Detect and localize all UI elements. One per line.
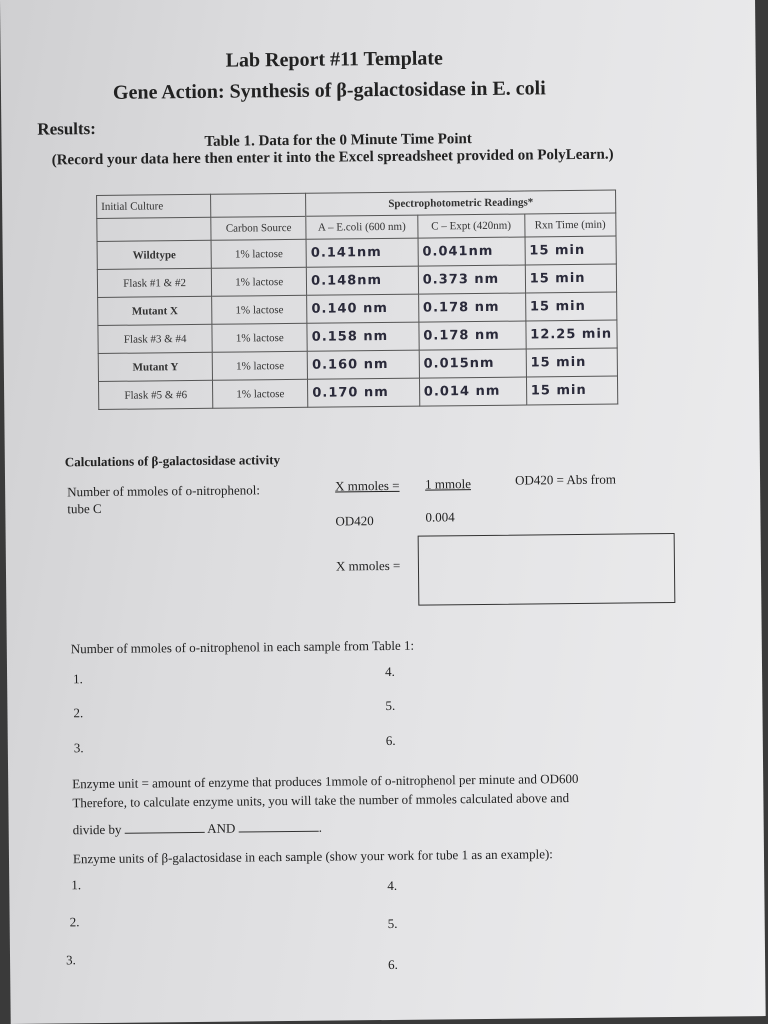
table-instructions: (Record your data here then enter it into the Excel spreadsheet provided on PolyLearn.) [51,146,614,169]
blank-field-1[interactable] [125,820,205,834]
header-initial-culture: Initial Culture [97,194,212,218]
reading-c-cell: 0.041nm [418,237,525,266]
carbon-cell: 1% lactose [212,323,307,352]
reading-c-cell: 0.014 nm [419,377,526,406]
header-spacer [211,193,306,217]
rxn-time-cell: 15 min [526,376,618,405]
rxn-time-cell: 15 min [525,236,617,265]
list-item: 6. [388,956,398,972]
value-004: 0.004 [425,509,455,525]
report-title: Lab Report #11 Template [225,47,444,72]
one-mmole: 1 mmole [425,476,472,492]
reading-a-cell: 0.140 nm [307,294,419,323]
reading-c-cell: 0.178 nm [419,321,526,350]
carbon-cell: 1% lactose [211,239,306,268]
culture-cell: Mutant Y [98,352,213,381]
each-sample-label: Number of mmoles of o-nitrophenol in each sample from Table 1: [70,637,415,657]
list-item: 5. [387,915,398,931]
list-item: 5. [385,697,396,714]
mmoles-label: Number of mmoles of o-nitrophenol: [67,482,261,500]
reading-a-cell: 0.148nm [307,266,419,295]
reading-a-cell: 0.170 nm [308,378,420,407]
carbon-cell: 1% lactose [212,267,307,296]
rxn-time-cell: 15 min [526,348,618,377]
list-item: 4. [387,877,398,893]
header-c: C – Expt (420nm) [418,214,525,238]
divide-by-line [73,819,322,839]
list-item: 3. [73,740,84,756]
results-heading: Results: [37,119,97,139]
therefore-text: Therefore, to calculate enzyme units, you will take the number of mmoles calculated above and [72,790,570,811]
table-row [99,376,618,409]
culture-cell: Wildtype [97,240,212,269]
list-item: 1. [73,671,83,687]
divide-by-label: divide by [72,821,122,838]
x-mmoles-result: X mmoles = [335,557,401,574]
calc-title: Calculations of β-galactosidase activity [64,452,281,470]
carbon-cell: 1% lactose [213,379,308,408]
enzyme-units-label: Enzyme units of β-galactosidase in each sample (show your work for tube 1 as an example): [72,846,553,867]
list-item: 3. [65,952,76,968]
carbon-cell: 1% lactose [212,295,307,324]
header-rxn: Rxn Time (min) [524,213,616,237]
data-table [96,190,618,410]
tube-c-label: tube C [67,500,102,517]
table-caption: Table 1. Data for the 0 Minute Time Point [204,131,472,150]
rxn-time-cell: 15 min [525,292,617,321]
od420-abs: OD420 = Abs from [514,471,616,488]
reading-c-cell: 0.015nm [419,349,526,378]
culture-cell: Mutant X [98,296,213,325]
list-item: 6. [385,732,396,749]
enzyme-definition: Enzyme unit = amount of enzyme that produces 1mmole of o-nitrophenol per minute and OD600 [72,770,579,792]
header-spectro: Spectrophotometric Readings* [306,190,616,216]
reading-c-cell: 0.373 nm [418,265,525,294]
list-item: 2. [69,914,80,930]
rxn-time-cell: 12.25 min [526,320,618,349]
reading-a-cell: 0.160 nm [307,350,419,379]
reading-a-cell: 0.158 nm [307,322,419,351]
list-item: 4. [384,663,395,680]
header-empty [97,217,212,241]
reading-c-cell: 0.178 nm [418,293,525,322]
x-mmoles-numerator: X mmoles = [335,477,400,494]
list-item: 2. [73,705,84,721]
report-subtitle: Gene Action: Synthesis of β-galactosidase in E. coli [112,77,546,104]
period: . [318,819,322,835]
header-a: A – E.coli (600 nm) [306,215,418,239]
answer-box[interactable] [418,533,676,606]
culture-cell: Flask #1 & #2 [97,268,212,297]
od420-denominator: OD420 [335,513,374,529]
culture-cell: Flask #5 & #6 [99,380,214,409]
and-label: AND [207,820,236,836]
blank-field-2[interactable] [239,819,319,833]
reading-a-cell: 0.141nm [306,238,418,267]
list-item: 1. [71,877,82,893]
carbon-cell: 1% lactose [212,351,307,380]
culture-cell: Flask #3 & #4 [98,324,213,353]
header-carbon: Carbon Source [211,216,306,240]
rxn-time-cell: 15 min [525,264,617,293]
